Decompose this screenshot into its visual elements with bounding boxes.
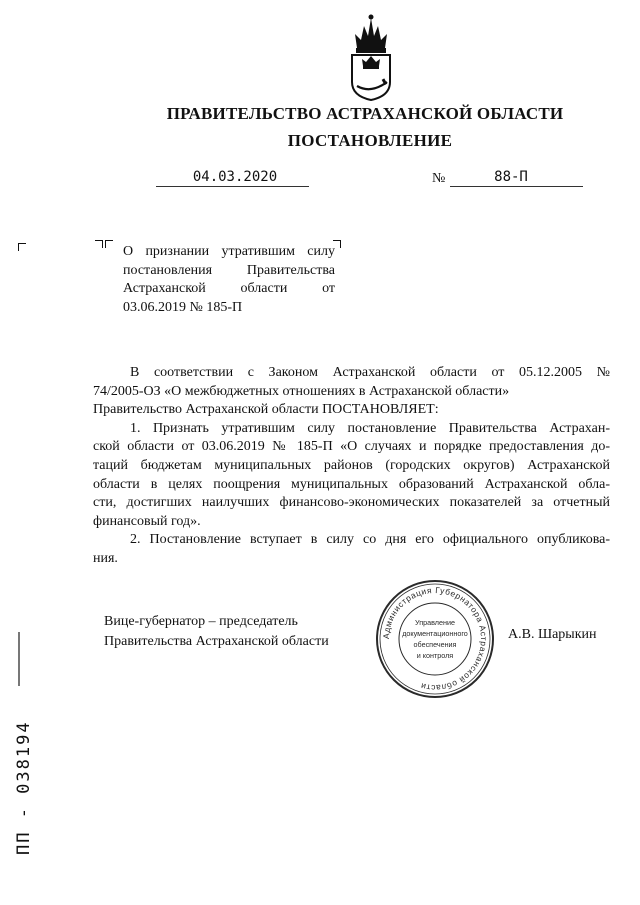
preamble-line: 74/2005-ОЗ «О межбюджетных отношениях в Астраханской области» xyxy=(93,383,510,399)
item1-line: области в целях поощрения муниципальных образований Астраханской обла- xyxy=(93,476,610,492)
signatory-position xyxy=(104,612,329,652)
side-registration-code: ПП - 038194 xyxy=(14,720,34,855)
date-underline xyxy=(156,186,309,187)
signatory-position-line: Вице-губернатор – председатель xyxy=(104,614,298,629)
item2-line: ния. xyxy=(93,550,118,566)
left-margin-bar xyxy=(18,632,20,686)
official-round-stamp xyxy=(374,578,496,700)
stamp-center-line: Управление xyxy=(415,618,455,627)
subject-corner-mark-left-a xyxy=(95,240,103,248)
preamble-line: Правительство Астраханской области ПОСТАНОВЛЯЕТ: xyxy=(93,402,439,418)
document-type-title: ПОСТАНОВЛЕНИЕ xyxy=(287,131,453,150)
item1-line: 1. Признать утратившим силу постановление Правительства Астрахан- xyxy=(130,420,610,436)
item1-line: ской области от 03.06.2019 № 185-П «О случаях и порядке предоставления до- xyxy=(93,439,610,455)
stamp-center-line: обеспечения xyxy=(413,640,457,649)
left-margin-corner-mark xyxy=(18,243,26,251)
signatory-name: А.В. Шарыкин xyxy=(508,627,597,642)
item1-line: таций бюджетам муниципальных районов (городских округов) Астраханской xyxy=(93,457,610,473)
government-title: ПРАВИТЕЛЬСТВО АСТРАХАНСКОЙ ОБЛАСТИ xyxy=(166,104,564,123)
preamble-line: В соответствии с Законом Астраханской области от 05.12.2005 № xyxy=(130,365,610,380)
subject-line: 03.06.2019 № 185-П xyxy=(123,299,243,315)
stamp-center-line: и контроля xyxy=(416,651,454,660)
document-date: 04.03.2020 xyxy=(192,169,278,185)
stamp-center-line: документационного xyxy=(402,629,468,638)
number-underline xyxy=(450,186,583,187)
stamp-ring-text: Администрация Губернатора Астраханской области xyxy=(380,584,490,694)
document-number: 88-П xyxy=(494,169,528,185)
svg-text:Администрация Губернатора Астр xyxy=(381,585,489,693)
subject-corner-mark-left-b xyxy=(105,240,113,248)
document-subject xyxy=(123,243,335,317)
item2-line: 2. Постановление вступает в силу со дня его официального опубликова- xyxy=(130,532,610,548)
subject-line: О признании утратившим силу xyxy=(123,244,335,259)
item1-line: сти, достигших наилучших финансово-экономических показателей за отчетный xyxy=(93,495,610,511)
subject-line: постановления Правительства xyxy=(123,262,335,278)
signatory-position-line: Правительства Астраханской области xyxy=(104,634,329,649)
coat-of-arms-emblem xyxy=(343,12,399,102)
item1-line: финансовый год». xyxy=(93,513,201,529)
subject-line: Астраханской области от xyxy=(123,281,335,296)
document-number-label: № xyxy=(432,171,446,186)
document-body xyxy=(93,364,610,569)
